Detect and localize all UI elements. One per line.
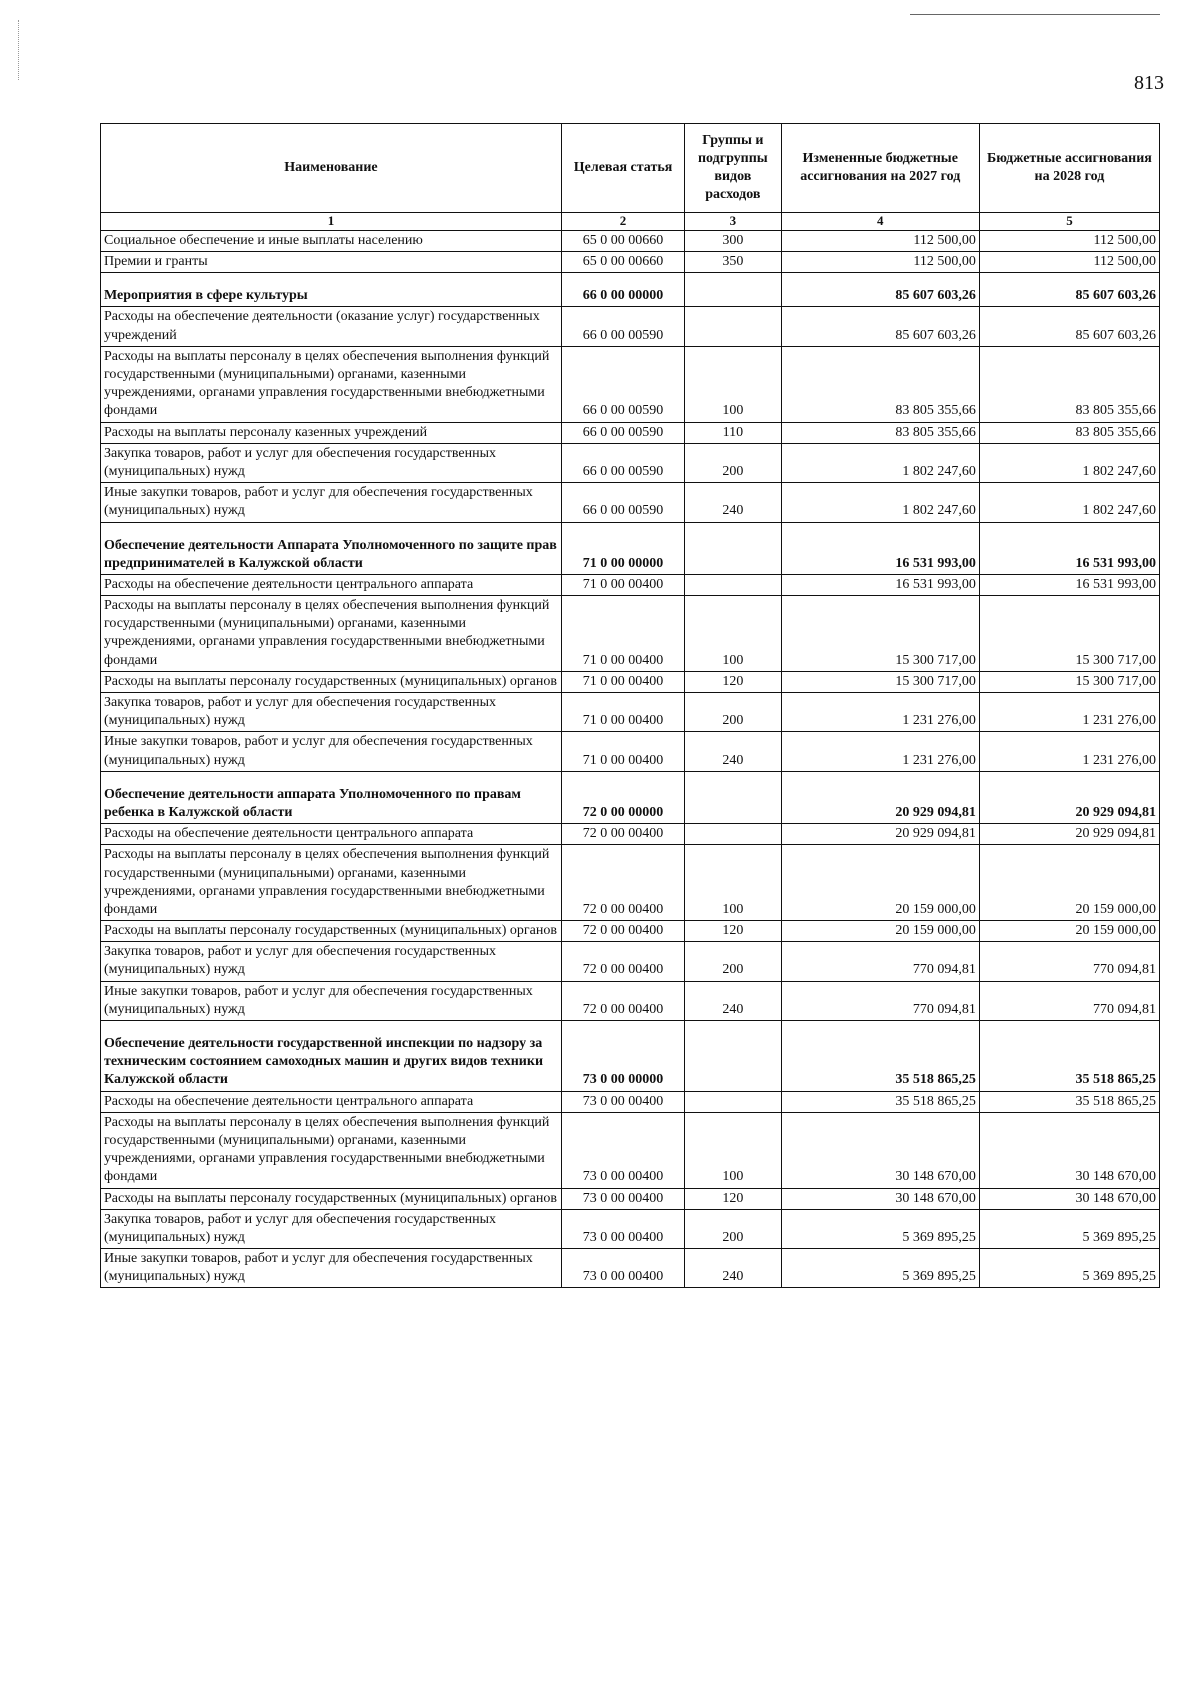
- cell-name: Расходы на выплаты персоналу в целях обеспечения выполнения функций государственными (муниципальными) органами, казенными учреждениями, органами управления государственными внебюджетными фондами: [101, 346, 562, 422]
- cell-value-2027: 5 369 895,25: [781, 1249, 979, 1288]
- cell-group-code: 240: [685, 483, 781, 522]
- header-name: Наименование: [101, 124, 562, 213]
- cell-value-2027: 15 300 717,00: [781, 671, 979, 692]
- cell-value-2027: 16 531 993,00: [781, 574, 979, 595]
- cell-target-code: 72 0 00 00400: [561, 845, 684, 921]
- cell-name: Иные закупки товаров, работ и услуг для обеспечения государственных (муниципальных) нужд: [101, 1249, 562, 1288]
- header-row: [101, 124, 1160, 213]
- cell-name: Расходы на обеспечение деятельности центрального аппарата: [101, 824, 562, 845]
- cell-value-2027: 1 802 247,60: [781, 483, 979, 522]
- table-row: [101, 732, 1160, 771]
- cell-group-code: 100: [685, 596, 781, 672]
- cell-name: Расходы на выплаты персоналу в целях обеспечения выполнения функций государственными (муниципальными) органами, казенными учреждениями, органами управления государственными внебюджетными фондами: [101, 845, 562, 921]
- cell-group-code: 350: [685, 252, 781, 273]
- table-row: [101, 1112, 1160, 1188]
- cell-name: Иные закупки товаров, работ и услуг для обеспечения государственных (муниципальных) нужд: [101, 732, 562, 771]
- table-row: [101, 1209, 1160, 1248]
- cell-target-code: 72 0 00 00000: [561, 771, 684, 823]
- cell-name: Мероприятия в сфере культуры: [101, 273, 562, 307]
- table-row: [101, 921, 1160, 942]
- cell-group-code: 100: [685, 346, 781, 422]
- cell-value-2028: 20 159 000,00: [979, 845, 1159, 921]
- cell-value-2027: 1 231 276,00: [781, 732, 979, 771]
- cell-target-code: 72 0 00 00400: [561, 921, 684, 942]
- cell-group-code: [685, 307, 781, 346]
- header-budget-2028: Бюджетные ассигнования на 2028 год: [979, 124, 1159, 213]
- cell-name: Обеспечение деятельности аппарата Уполномоченного по правам ребенка в Калужской области: [101, 771, 562, 823]
- header-target: Целевая статья: [561, 124, 684, 213]
- table-row: [101, 1188, 1160, 1209]
- table-row: [101, 596, 1160, 672]
- table-row: [101, 346, 1160, 422]
- cell-value-2027: 5 369 895,25: [781, 1209, 979, 1248]
- cell-target-code: 72 0 00 00400: [561, 824, 684, 845]
- cell-group-code: 240: [685, 732, 781, 771]
- cell-value-2027: 16 531 993,00: [781, 522, 979, 574]
- cell-value-2028: 20 929 094,81: [979, 771, 1159, 823]
- table-row: [101, 771, 1160, 823]
- cell-name: Закупка товаров, работ и услуг для обеспечения государственных (муниципальных) нужд: [101, 1209, 562, 1248]
- cell-value-2028: 770 094,81: [979, 981, 1159, 1020]
- cell-group-code: 200: [685, 1209, 781, 1248]
- cell-value-2028: 15 300 717,00: [979, 671, 1159, 692]
- cell-group-code: 120: [685, 671, 781, 692]
- table-row: [101, 443, 1160, 482]
- page-number: 813: [1134, 72, 1164, 94]
- cell-value-2027: 30 148 670,00: [781, 1188, 979, 1209]
- cell-target-code: 73 0 00 00400: [561, 1209, 684, 1248]
- column-number-row: [101, 213, 1160, 231]
- cell-target-code: 73 0 00 00000: [561, 1021, 684, 1092]
- cell-value-2028: 5 369 895,25: [979, 1209, 1159, 1248]
- cell-value-2028: 20 159 000,00: [979, 921, 1159, 942]
- table-row: [101, 483, 1160, 522]
- cell-name: Закупка товаров, работ и услуг для обеспечения государственных (муниципальных) нужд: [101, 693, 562, 732]
- cell-target-code: 71 0 00 00400: [561, 671, 684, 692]
- cell-group-code: [685, 1091, 781, 1112]
- cell-value-2028: 35 518 865,25: [979, 1021, 1159, 1092]
- cell-target-code: 71 0 00 00400: [561, 693, 684, 732]
- cell-value-2028: 16 531 993,00: [979, 574, 1159, 595]
- cell-target-code: 73 0 00 00400: [561, 1188, 684, 1209]
- cell-name: Расходы на выплаты персоналу казенных учреждений: [101, 422, 562, 443]
- cell-value-2027: 112 500,00: [781, 252, 979, 273]
- header-changed-2027: Измененные бюджетные ассигнования на 2027 год: [781, 124, 979, 213]
- cell-name: Расходы на выплаты персоналу в целях обеспечения выполнения функций государственными (муниципальными) органами, казенными учреждениями, органами управления государственными внебюджетными фондами: [101, 1112, 562, 1188]
- cell-value-2028: 16 531 993,00: [979, 522, 1159, 574]
- table-row: [101, 307, 1160, 346]
- table-row: [101, 522, 1160, 574]
- cell-target-code: 66 0 00 00590: [561, 346, 684, 422]
- cell-target-code: 71 0 00 00400: [561, 732, 684, 771]
- cell-value-2027: 20 929 094,81: [781, 824, 979, 845]
- cell-name: Расходы на обеспечение деятельности центрального аппарата: [101, 574, 562, 595]
- cell-value-2028: 30 148 670,00: [979, 1112, 1159, 1188]
- table-row: [101, 230, 1160, 251]
- cell-value-2028: 83 805 355,66: [979, 422, 1159, 443]
- table-row: [101, 845, 1160, 921]
- table-row: [101, 273, 1160, 307]
- cell-value-2028: 35 518 865,25: [979, 1091, 1159, 1112]
- cell-value-2028: 1 802 247,60: [979, 443, 1159, 482]
- cell-group-code: [685, 574, 781, 595]
- table-row: [101, 1021, 1160, 1092]
- header-group: Группы и подгруппы видов расходов: [685, 124, 781, 213]
- scan-artifact: [18, 20, 29, 80]
- cell-value-2028: 20 929 094,81: [979, 824, 1159, 845]
- cell-name: Закупка товаров, работ и услуг для обеспечения государственных (муниципальных) нужд: [101, 942, 562, 981]
- table-row: [101, 574, 1160, 595]
- cell-value-2027: 15 300 717,00: [781, 596, 979, 672]
- cell-value-2027: 20 159 000,00: [781, 921, 979, 942]
- table-row: [101, 693, 1160, 732]
- table-body: [101, 230, 1160, 1288]
- cell-value-2027: 20 159 000,00: [781, 845, 979, 921]
- cell-group-code: 240: [685, 981, 781, 1020]
- cell-target-code: 66 0 00 00590: [561, 483, 684, 522]
- cell-target-code: 66 0 00 00590: [561, 307, 684, 346]
- cell-name: Закупка товаров, работ и услуг для обеспечения государственных (муниципальных) нужд: [101, 443, 562, 482]
- cell-group-code: 200: [685, 942, 781, 981]
- budget-table: [100, 123, 1160, 1288]
- cell-group-code: 100: [685, 845, 781, 921]
- cell-group-code: 120: [685, 921, 781, 942]
- cell-value-2027: 112 500,00: [781, 230, 979, 251]
- cell-target-code: 72 0 00 00400: [561, 942, 684, 981]
- table-row: [101, 1091, 1160, 1112]
- cell-name: Расходы на выплаты персоналу в целях обеспечения выполнения функций государственными (муниципальными) органами, казенными учреждениями, органами управления государственными внебюджетными фондами: [101, 596, 562, 672]
- cell-value-2028: 112 500,00: [979, 230, 1159, 251]
- cell-value-2028: 30 148 670,00: [979, 1188, 1159, 1209]
- table-row: [101, 981, 1160, 1020]
- cell-group-code: 240: [685, 1249, 781, 1288]
- cell-group-code: [685, 273, 781, 307]
- table-row: [101, 942, 1160, 981]
- cell-value-2028: 1 231 276,00: [979, 732, 1159, 771]
- cell-value-2028: 112 500,00: [979, 252, 1159, 273]
- cell-value-2027: 85 607 603,26: [781, 273, 979, 307]
- cell-group-code: 200: [685, 693, 781, 732]
- cell-target-code: 71 0 00 00000: [561, 522, 684, 574]
- cell-value-2027: 1 231 276,00: [781, 693, 979, 732]
- cell-name: Обеспечение деятельности государственной инспекции по надзору за техническим состоянием самоходных машин и других видов техники Калужской области: [101, 1021, 562, 1092]
- cell-name: Иные закупки товаров, работ и услуг для обеспечения государственных (муниципальных) нужд: [101, 483, 562, 522]
- column-number: 5: [979, 213, 1159, 231]
- cell-group-code: 200: [685, 443, 781, 482]
- cell-value-2027: 83 805 355,66: [781, 346, 979, 422]
- top-rule: [910, 14, 1160, 15]
- table-row: [101, 824, 1160, 845]
- column-number: 1: [101, 213, 562, 231]
- cell-group-code: [685, 522, 781, 574]
- cell-group-code: 300: [685, 230, 781, 251]
- cell-name: Расходы на выплаты персоналу государственных (муниципальных) органов: [101, 671, 562, 692]
- cell-value-2027: 30 148 670,00: [781, 1112, 979, 1188]
- table-row: [101, 422, 1160, 443]
- cell-target-code: 66 0 00 00000: [561, 273, 684, 307]
- table-row: [101, 671, 1160, 692]
- cell-value-2028: 85 607 603,26: [979, 307, 1159, 346]
- table-row: [101, 252, 1160, 273]
- cell-target-code: 73 0 00 00400: [561, 1091, 684, 1112]
- cell-value-2028: 85 607 603,26: [979, 273, 1159, 307]
- cell-target-code: 65 0 00 00660: [561, 252, 684, 273]
- cell-target-code: 65 0 00 00660: [561, 230, 684, 251]
- cell-name: Расходы на выплаты персоналу государственных (муниципальных) органов: [101, 921, 562, 942]
- cell-value-2028: 1 802 247,60: [979, 483, 1159, 522]
- cell-value-2027: 770 094,81: [781, 942, 979, 981]
- cell-value-2027: 35 518 865,25: [781, 1091, 979, 1112]
- cell-value-2028: 5 369 895,25: [979, 1249, 1159, 1288]
- cell-group-code: 120: [685, 1188, 781, 1209]
- cell-name: Расходы на обеспечение деятельности центрального аппарата: [101, 1091, 562, 1112]
- column-number: 3: [685, 213, 781, 231]
- cell-value-2028: 1 231 276,00: [979, 693, 1159, 732]
- cell-name: Иные закупки товаров, работ и услуг для обеспечения государственных (муниципальных) нужд: [101, 981, 562, 1020]
- cell-target-code: 71 0 00 00400: [561, 574, 684, 595]
- cell-group-code: 100: [685, 1112, 781, 1188]
- cell-name: Премии и гранты: [101, 252, 562, 273]
- cell-group-code: [685, 771, 781, 823]
- cell-target-code: 66 0 00 00590: [561, 422, 684, 443]
- cell-name: Обеспечение деятельности Аппарата Уполномоченного по защите прав предпринимателей в Калужской области: [101, 522, 562, 574]
- cell-group-code: [685, 1021, 781, 1092]
- cell-group-code: [685, 824, 781, 845]
- cell-value-2027: 1 802 247,60: [781, 443, 979, 482]
- column-number: 2: [561, 213, 684, 231]
- cell-value-2028: 770 094,81: [979, 942, 1159, 981]
- cell-value-2027: 83 805 355,66: [781, 422, 979, 443]
- cell-value-2027: 770 094,81: [781, 981, 979, 1020]
- cell-name: Социальное обеспечение и иные выплаты населению: [101, 230, 562, 251]
- cell-target-code: 66 0 00 00590: [561, 443, 684, 482]
- cell-group-code: 110: [685, 422, 781, 443]
- cell-target-code: 72 0 00 00400: [561, 981, 684, 1020]
- cell-target-code: 73 0 00 00400: [561, 1112, 684, 1188]
- cell-value-2028: 15 300 717,00: [979, 596, 1159, 672]
- cell-target-code: 71 0 00 00400: [561, 596, 684, 672]
- cell-name: Расходы на обеспечение деятельности (оказание услуг) государственных учреждений: [101, 307, 562, 346]
- cell-value-2028: 83 805 355,66: [979, 346, 1159, 422]
- cell-value-2027: 35 518 865,25: [781, 1021, 979, 1092]
- cell-value-2027: 85 607 603,26: [781, 307, 979, 346]
- cell-value-2027: 20 929 094,81: [781, 771, 979, 823]
- cell-target-code: 73 0 00 00400: [561, 1249, 684, 1288]
- table-row: [101, 1249, 1160, 1288]
- cell-name: Расходы на выплаты персоналу государственных (муниципальных) органов: [101, 1188, 562, 1209]
- column-number: 4: [781, 213, 979, 231]
